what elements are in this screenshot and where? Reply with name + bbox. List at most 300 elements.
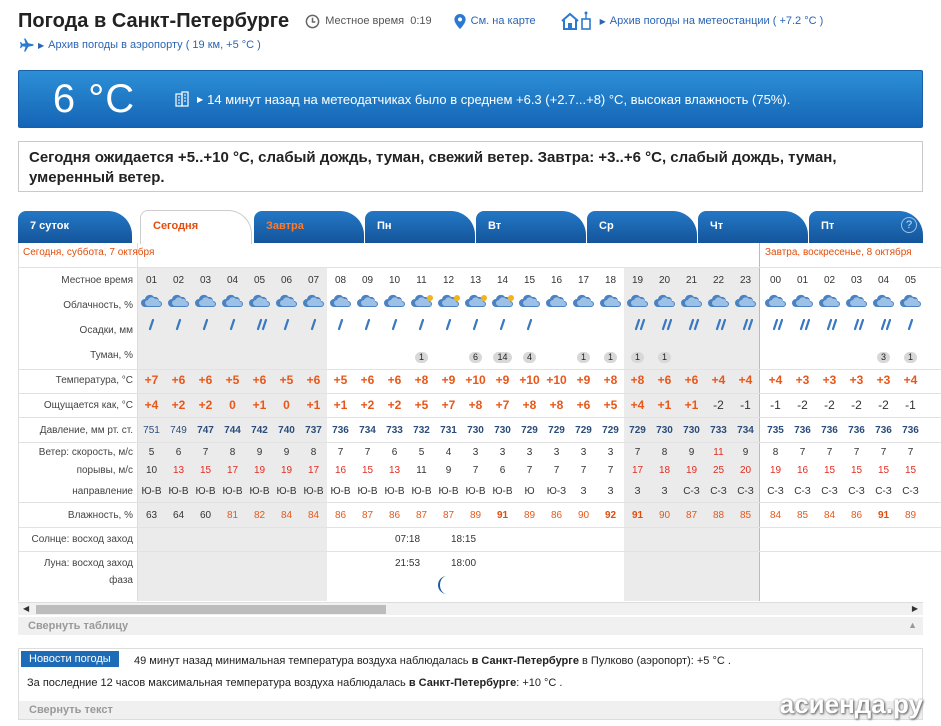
- direction-cell: Ю-В: [411, 486, 432, 497]
- tab-today[interactable]: Сегодня: [140, 210, 252, 244]
- hour-cell: 04: [877, 275, 890, 286]
- watermark-logo: асиенда.ру: [779, 689, 923, 719]
- moonrise-time: 21:53: [395, 558, 421, 569]
- station-house-icon: [560, 11, 596, 31]
- building-icon: [175, 91, 189, 107]
- direction-cell: С-З: [710, 486, 727, 497]
- wind-cell: 8: [661, 447, 668, 458]
- cloud-cell: [246, 293, 273, 309]
- temp-cell: +10: [546, 373, 567, 387]
- station-temp: ( +7.2 °C ): [772, 15, 824, 27]
- wind-cell: 7: [880, 447, 887, 458]
- feels-cell: +4: [630, 398, 645, 412]
- wind-cell: 7: [364, 447, 371, 458]
- gust-cell: 11: [416, 465, 427, 476]
- label-direction: направление: [72, 486, 133, 497]
- pressure-cell: 736: [875, 425, 892, 436]
- hour-cell: 02: [823, 275, 836, 286]
- humidity-cell: 85: [739, 510, 752, 521]
- rain-drops-icon: [523, 319, 537, 331]
- pressure-cell: 740: [278, 425, 295, 436]
- wind-cell: 9: [256, 447, 263, 458]
- fog-cell: [489, 347, 516, 365]
- feels-cell: +2: [387, 398, 402, 412]
- cloud-icon: [383, 293, 407, 309]
- direction-cell: Ю-В: [384, 486, 405, 497]
- hour-cell: 11: [416, 275, 427, 286]
- rain-drops-icon: [469, 319, 483, 331]
- gust-cell: 17: [631, 465, 644, 476]
- cloud-cell: [516, 293, 543, 309]
- wind-cell: 6: [391, 447, 398, 458]
- gust-cell: 16: [334, 465, 347, 476]
- gust-cell: 13: [172, 465, 185, 476]
- clock-icon: [305, 14, 320, 29]
- hour-cell: 03: [199, 275, 212, 286]
- precip-cell: [762, 318, 789, 336]
- fog-badge: 4: [523, 352, 536, 363]
- temp-cell: +4: [903, 373, 918, 387]
- day-header-today: Сегодня, суббота, 7 октября: [23, 247, 155, 258]
- temp-cell: +6: [306, 373, 321, 387]
- humidity-cell: 91: [877, 510, 890, 521]
- gust-cell: 19: [280, 465, 293, 476]
- hour-cell: 07: [307, 275, 320, 286]
- cloud-cell: [816, 293, 843, 309]
- pressure-cell: 729: [602, 425, 619, 436]
- feels-cell: +6: [576, 398, 591, 412]
- fog-cell: [651, 347, 678, 365]
- fog-badge: 3: [877, 352, 890, 363]
- direction-cell: Ю-З: [546, 486, 567, 497]
- hour-cell: 09: [361, 275, 374, 286]
- direction-cell: З: [607, 486, 614, 497]
- precip-cell: [219, 318, 246, 336]
- gust-cell: 9: [445, 465, 452, 476]
- pressure-cell: 734: [737, 425, 754, 436]
- rain-drops-icon: [172, 319, 186, 331]
- cloud-cell: [897, 293, 924, 309]
- cloud-icon: [599, 293, 623, 309]
- humidity-cell: 84: [307, 510, 320, 521]
- cloud-cell: [843, 293, 870, 309]
- cloud-icon: [248, 293, 272, 309]
- station-archive-link[interactable]: Архив погоды на метеостанции: [609, 15, 770, 27]
- direction-cell: Ю-В: [195, 486, 216, 497]
- pressure-cell: 749: [170, 425, 187, 436]
- precip-cell: [462, 318, 489, 336]
- rain-drops-icon: [823, 319, 837, 331]
- wind-cell: 3: [580, 447, 587, 458]
- precip-cell: [870, 318, 897, 336]
- cloud-icon: [194, 293, 218, 309]
- cloud-icon: [410, 293, 434, 309]
- fog-badge: 14: [493, 352, 511, 363]
- cloud-cell: [138, 293, 165, 309]
- pressure-cell: 733: [386, 425, 403, 436]
- feels-cell: +2: [360, 398, 375, 412]
- cloud-icon: [302, 293, 326, 309]
- hour-cell: 01: [145, 275, 158, 286]
- direction-cell: С-З: [794, 486, 811, 497]
- humidity-cell: 86: [334, 510, 347, 521]
- temp-cell: +5: [333, 373, 348, 387]
- humidity-cell: 89: [904, 510, 917, 521]
- feels-cell: -2: [878, 398, 889, 412]
- local-time-label: Местное время: [325, 15, 405, 27]
- hour-cell: 18: [604, 275, 617, 286]
- fog-badge: 1: [577, 352, 590, 363]
- humidity-cell: 91: [631, 510, 644, 521]
- wind-cell: 7: [202, 447, 209, 458]
- feels-cell: +5: [414, 398, 429, 412]
- rain-drops-icon: [145, 319, 159, 331]
- cloud-cell: [219, 293, 246, 309]
- pressure-cell: 736: [794, 425, 811, 436]
- cloud-cell: [678, 293, 705, 309]
- cloud-cell: [435, 293, 462, 309]
- precip-cell: [816, 318, 843, 336]
- wind-cell: 8: [772, 447, 779, 458]
- rain-drops-icon: [280, 319, 294, 331]
- temp-cell: +10: [519, 373, 540, 387]
- precip-cell: [516, 318, 543, 336]
- cloud-cell: [489, 293, 516, 309]
- cloud-cell: [570, 293, 597, 309]
- humidity-cell: 60: [199, 510, 212, 521]
- pressure-cell: 729: [629, 425, 646, 436]
- humidity-cell: 86: [850, 510, 863, 521]
- humidity-cell: 82: [253, 510, 266, 521]
- gust-cell: 13: [388, 465, 401, 476]
- pressure-cell: 735: [767, 425, 784, 436]
- direction-cell: С-З: [767, 486, 784, 497]
- fog-cell: [462, 347, 489, 365]
- humidity-cell: 89: [469, 510, 482, 521]
- pressure-cell: 736: [848, 425, 865, 436]
- temp-cell: +5: [279, 373, 294, 387]
- precip-cell: [381, 318, 408, 336]
- hour-cell: 05: [253, 275, 266, 286]
- feels-cell: +5: [603, 398, 618, 412]
- gust-cell: 15: [877, 465, 890, 476]
- temp-cell: +4: [711, 373, 726, 387]
- label-sun: Солнце: восход заход: [31, 534, 133, 545]
- arrow-right-icon: ▶: [38, 40, 45, 50]
- gust-cell: 7: [526, 465, 533, 476]
- cloud-cell: [732, 293, 759, 309]
- direction-cell: Ю-В: [492, 486, 513, 497]
- rain-drops-icon: [877, 319, 891, 331]
- cloud-icon: [275, 293, 299, 309]
- feels-cell: +8: [522, 398, 537, 412]
- wind-cell: 7: [907, 447, 914, 458]
- arrow-right-icon: ▶: [197, 94, 204, 104]
- scrollbar-thumb[interactable]: [36, 605, 386, 614]
- precip-cell: [678, 318, 705, 336]
- rain-drops-icon: [850, 319, 864, 331]
- humidity-cell: 81: [226, 510, 239, 521]
- hour-cell: 08: [334, 275, 347, 286]
- day-tabs: [18, 209, 923, 243]
- page-title: Погода в Санкт-Петербурге: [18, 9, 290, 32]
- precip-cell: [624, 318, 651, 336]
- cloud-icon: [734, 293, 758, 309]
- label-time: Местное время: [61, 275, 133, 286]
- direction-cell: Ю-В: [330, 486, 351, 497]
- direction-cell: С-З: [683, 486, 700, 497]
- tab-tomorrow[interactable]: Завтра: [254, 211, 364, 243]
- news-badge: Новости погоды: [21, 651, 119, 667]
- precip-cell: [327, 318, 354, 336]
- direction-cell: Ю-В: [141, 486, 162, 497]
- gust-cell: 19: [685, 465, 698, 476]
- pressure-cell: 729: [575, 425, 592, 436]
- hour-cell: 23: [739, 275, 752, 286]
- airplane-icon: [20, 38, 34, 52]
- humidity-cell: 63: [145, 510, 158, 521]
- fog-badge: 1: [604, 352, 617, 363]
- hour-cell: 22: [712, 275, 725, 286]
- pressure-cell: 736: [821, 425, 838, 436]
- rain-drops-icon: [415, 319, 429, 331]
- pressure-cell: 730: [656, 425, 673, 436]
- wind-cell: 3: [553, 447, 560, 458]
- rain-drops-icon: [658, 319, 672, 331]
- wind-cell: 9: [283, 447, 290, 458]
- gust-cell: 19: [253, 465, 266, 476]
- feels-cell: +1: [252, 398, 267, 412]
- triangle-up-icon[interactable]: ▲: [908, 620, 917, 630]
- feels-cell: -1: [740, 398, 751, 412]
- temp-cell: +6: [387, 373, 402, 387]
- humidity-cell: 87: [361, 510, 374, 521]
- humidity-cell: 64: [172, 510, 185, 521]
- cloud-cell: [462, 293, 489, 309]
- local-time: [305, 14, 431, 29]
- cloud-cell: [408, 293, 435, 309]
- news-line-1: 49 минут назад минимальная температура воздуха наблюдалась в Санкт-Петербурге в Пулково (аэропорт): +5 °C .: [134, 655, 731, 667]
- precip-cell: [192, 318, 219, 336]
- precip-cell: [843, 318, 870, 336]
- rain-drops-icon: [685, 319, 699, 331]
- feels-cell: +2: [171, 398, 186, 412]
- humidity-cell: 87: [685, 510, 698, 521]
- humidity-cell: 84: [769, 510, 782, 521]
- pressure-cell: 744: [224, 425, 241, 436]
- humidity-cell: 91: [496, 510, 509, 521]
- wind-cell: 6: [175, 447, 182, 458]
- precip-cell: [732, 318, 759, 336]
- cloud-icon: [872, 293, 896, 309]
- cloud-icon: [680, 293, 704, 309]
- temp-cell: +4: [768, 373, 783, 387]
- pressure-cell: 730: [683, 425, 700, 436]
- news-line-2: За последние 12 часов максимальная температура воздуха наблюдалась в Санкт-Петербурге: +10 °C .: [27, 677, 563, 689]
- temp-cell: +9: [576, 373, 591, 387]
- precip-cell: [705, 318, 732, 336]
- pressure-cell: 729: [548, 425, 565, 436]
- temp-cell: +9: [441, 373, 456, 387]
- fog-cell: [570, 347, 597, 365]
- temp-cell: +3: [876, 373, 891, 387]
- feels-cell: -2: [797, 398, 808, 412]
- fog-cell: [516, 347, 543, 365]
- tab-fri[interactable]: Пт: [809, 211, 923, 243]
- tab-tue[interactable]: Вт: [476, 211, 586, 243]
- cloud-cell: [870, 293, 897, 309]
- label-feels: Ощущается как, °C: [43, 400, 133, 411]
- page-header: [18, 6, 941, 36]
- cloud-cell: [273, 293, 300, 309]
- cloud-cell: [192, 293, 219, 309]
- scroll-left-icon[interactable]: ◀: [23, 604, 30, 613]
- wind-cell: 3: [607, 447, 614, 458]
- humidity-cell: 85: [796, 510, 809, 521]
- cloud-icon: [707, 293, 731, 309]
- precip-cell: [651, 318, 678, 336]
- rain-drops-icon: [226, 319, 240, 331]
- map-pin-icon: [454, 14, 466, 29]
- airport-archive-link[interactable]: Архив погоды в аэропорту: [48, 39, 183, 51]
- pressure-cell: 730: [467, 425, 484, 436]
- tab-7-days[interactable]: 7 суток: [18, 211, 132, 243]
- hour-cell: 16: [550, 275, 563, 286]
- feels-cell: -1: [770, 398, 781, 412]
- wind-cell: 9: [688, 447, 695, 458]
- gust-cell: 16: [796, 465, 809, 476]
- hour-cell: 04: [226, 275, 239, 286]
- forecast-summary: Сегодня ожидается +5..+10 °C, слабый дождь, туман, свежий ветер. Завтра: +3..+6 °C, слабый дождь, туман, умеренный ветер.: [18, 141, 923, 192]
- current-message-text: 14 минут назад на метеодатчиках было в среднем +6.3 (+2.7...+8) °C, высокая влажность (75%).: [207, 91, 791, 107]
- rain-drops-icon: [769, 319, 783, 331]
- fog-cell: [624, 347, 651, 365]
- wind-cell: 3: [499, 447, 506, 458]
- hour-cell: 10: [388, 275, 401, 286]
- pressure-cell: 734: [359, 425, 376, 436]
- hour-cell: 21: [685, 275, 698, 286]
- pressure-cell: 737: [305, 425, 322, 436]
- rain-drops-icon: [904, 319, 918, 331]
- feels-cell: 0: [283, 398, 290, 412]
- wind-cell: 5: [148, 447, 155, 458]
- tab-mon[interactable]: Пн: [365, 211, 475, 243]
- fog-cell: [597, 347, 624, 365]
- cloud-cell: [651, 293, 678, 309]
- feels-cell: +8: [468, 398, 483, 412]
- feels-cell: +1: [306, 398, 321, 412]
- fog-badge: 6: [469, 352, 482, 363]
- cloud-icon: [653, 293, 677, 309]
- humidity-cell: 87: [442, 510, 455, 521]
- airport-archive[interactable]: [20, 38, 261, 52]
- scroll-right-icon[interactable]: ▶: [911, 604, 918, 613]
- hour-cell: 19: [631, 275, 644, 286]
- pressure-cell: 736: [902, 425, 919, 436]
- cloud-icon: [791, 293, 815, 309]
- pressure-cell: 733: [710, 425, 727, 436]
- pressure-cell: 736: [332, 425, 349, 436]
- gust-cell: 15: [850, 465, 863, 476]
- temp-cell: +6: [198, 373, 213, 387]
- hour-cell: 03: [850, 275, 863, 286]
- label-pressure: Давление, мм рт. ст.: [39, 425, 133, 436]
- collapse-table-label[interactable]: Свернуть таблицу: [28, 620, 129, 632]
- direction-cell: З: [580, 486, 587, 497]
- moonset-time: 18:00: [451, 558, 477, 569]
- map-link[interactable]: См. на карте: [470, 15, 536, 27]
- rain-drops-icon: [496, 319, 510, 331]
- cloud-cell: [762, 293, 789, 309]
- collapse-table[interactable]: [18, 617, 923, 635]
- feels-cell: +4: [144, 398, 159, 412]
- hour-cell: 13: [469, 275, 482, 286]
- direction-cell: Ю-В: [222, 486, 243, 497]
- wind-cell: 7: [826, 447, 833, 458]
- cloud-cell: [354, 293, 381, 309]
- pressure-cell: 731: [440, 425, 457, 436]
- gust-cell: 15: [823, 465, 836, 476]
- cloud-cell: [543, 293, 570, 309]
- temp-cell: +3: [849, 373, 864, 387]
- direction-cell: Ю-В: [168, 486, 189, 497]
- tab-wed[interactable]: Ср: [587, 211, 697, 243]
- tab-thu[interactable]: Чт: [698, 211, 808, 243]
- temp-cell: +7: [144, 373, 159, 387]
- humidity-cell: 84: [823, 510, 836, 521]
- label-wind: Ветер: скорость, м/с: [38, 447, 133, 458]
- direction-cell: З: [661, 486, 668, 497]
- sunset-time: 18:15: [451, 534, 477, 545]
- wind-cell: 8: [310, 447, 317, 458]
- hour-cell: 12: [442, 275, 455, 286]
- gust-cell: 15: [904, 465, 917, 476]
- station-link-wrap[interactable]: [560, 11, 824, 31]
- cloud-icon: [356, 293, 380, 309]
- label-temp: Температура, °C: [55, 375, 133, 386]
- cloud-cell: [624, 293, 651, 309]
- precip-cell: [789, 318, 816, 336]
- wind-cell: 3: [472, 447, 479, 458]
- wind-cell: 7: [337, 447, 344, 458]
- label-humidity: Влажность, %: [67, 510, 133, 521]
- temp-cell: +6: [684, 373, 699, 387]
- gust-cell: 15: [199, 465, 212, 476]
- pressure-cell: 730: [494, 425, 511, 436]
- gust-cell: 19: [769, 465, 782, 476]
- feels-cell: +7: [441, 398, 456, 412]
- temp-cell: +6: [252, 373, 267, 387]
- wind-cell: 3: [526, 447, 533, 458]
- direction-cell: З: [634, 486, 641, 497]
- temp-cell: +4: [738, 373, 753, 387]
- collapse-text[interactable]: Свернуть текст: [19, 701, 922, 719]
- hour-cell: 17: [577, 275, 590, 286]
- cloud-cell: [327, 293, 354, 309]
- cloud-icon: [329, 293, 353, 309]
- wind-cell: 7: [799, 447, 806, 458]
- table-scrollbar[interactable]: [18, 602, 923, 615]
- local-time-value: 0:19: [410, 15, 432, 27]
- cloud-icon: [518, 293, 542, 309]
- map-link-wrap[interactable]: [454, 14, 536, 29]
- help-icon[interactable]: ?: [901, 217, 917, 233]
- airport-info: ( 19 км, +5 °C ): [185, 39, 261, 51]
- cloud-icon: [845, 293, 869, 309]
- precip-cell: [273, 318, 300, 336]
- cloud-cell: [381, 293, 408, 309]
- gust-cell: 25: [712, 465, 725, 476]
